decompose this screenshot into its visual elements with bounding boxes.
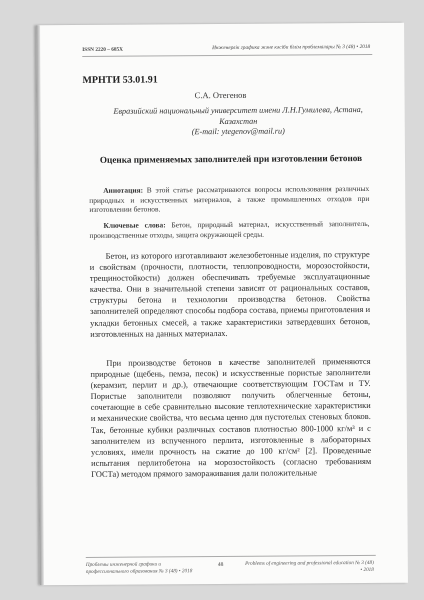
- abstract-label: Аннотация:: [103, 185, 144, 195]
- keywords: [89, 219, 369, 240]
- body-paragraph-1: Бетон, из которого изготавливают железобетонные изделия, по структуре и свойствам (прочности, плотности, теплопроводности, морозостойкости, трещиностойкости) должен обеспечивать требуемые эксплуатационные качества. Они в значительной степени зависят от рациональных составов, структуры бетона и технологии производства бетонов. Свойства заполнителей определяют способы подбора состава, приемы приготовления и укладки бетонных смесей, а также характеристики затвердевших бетонов, изготовленных на данных материалах.: [89, 249, 371, 339]
- udc-code: МРНТИ 53.01.91: [82, 74, 158, 86]
- affiliation: [107, 105, 370, 138]
- header-divider: [82, 54, 372, 57]
- footer-journal-en: Problems of engineering and professional education № 3 (48) • 2018: [245, 559, 374, 573]
- abstract: [89, 184, 369, 215]
- affiliation-email: (E-mail: ytegenov@mail.ru): [191, 126, 285, 137]
- keywords-text: Бетон, природный материал, искусственный заполнитель, производственные отходы, защита окружающей среды.: [89, 218, 370, 240]
- footer-journal-ru: Проблемы инженерной графики и профессионального образования № 3 (48) • 2018: [85, 561, 193, 575]
- page-edge-shadow: [36, 25, 44, 585]
- article-title: Оценка применяемых заполнителей при изготовлении бетонов: [99, 153, 363, 165]
- abstract-text: В этой статье рассматриваются вопросы использования различных природных и искусственных материалов, а также промышленных отходов при изготовлении бетонов.: [89, 183, 370, 215]
- author-name: С.А. Отегенов: [194, 89, 247, 101]
- page-number: 48: [217, 561, 224, 569]
- affiliation-line2: Казахстан: [219, 116, 258, 126]
- keywords-label: Ключевые слова:: [103, 220, 166, 230]
- footer-divider: [86, 555, 376, 558]
- header-journal: Инженерлік графика және кәсіби білім проблемалары № 3 (48) • 2018: [212, 43, 371, 52]
- document-page: [36, 23, 408, 586]
- header-issn: ISSN 2220 – 685X: [82, 46, 124, 53]
- affiliation-line1: Евразийский национальный университет имени Л.Н.Гумилева, Астана,: [113, 105, 363, 116]
- body-paragraph-2: При производстве бетонов в качестве заполнителей применяются природные (щебень, пемза, песок) и искусственные пористые заполнители (керамзит, перлит и др.), отвечающие соответствующим ГОСТам и ТУ. Пористые заполнители позволяют получить облегченные бетоны, сочетающие в себе сравнительно высокие теплотехнические характеристики и механические свойства, что весьма ценно для пустотелых стеновых блоков. Так, бетонные кубики различных составов плотностью 800-1000 кг/м³ и с заполнителем из вспученного перлита, изготовленные в лабораторных условиях, имели прочность на сжатие до 100 кг/см² [2]. Проведенные испытания перлитобетона на морозостойкость (согласно требованиям ГОСТа) методом прямого замораживания дали положительные: [90, 356, 372, 479]
